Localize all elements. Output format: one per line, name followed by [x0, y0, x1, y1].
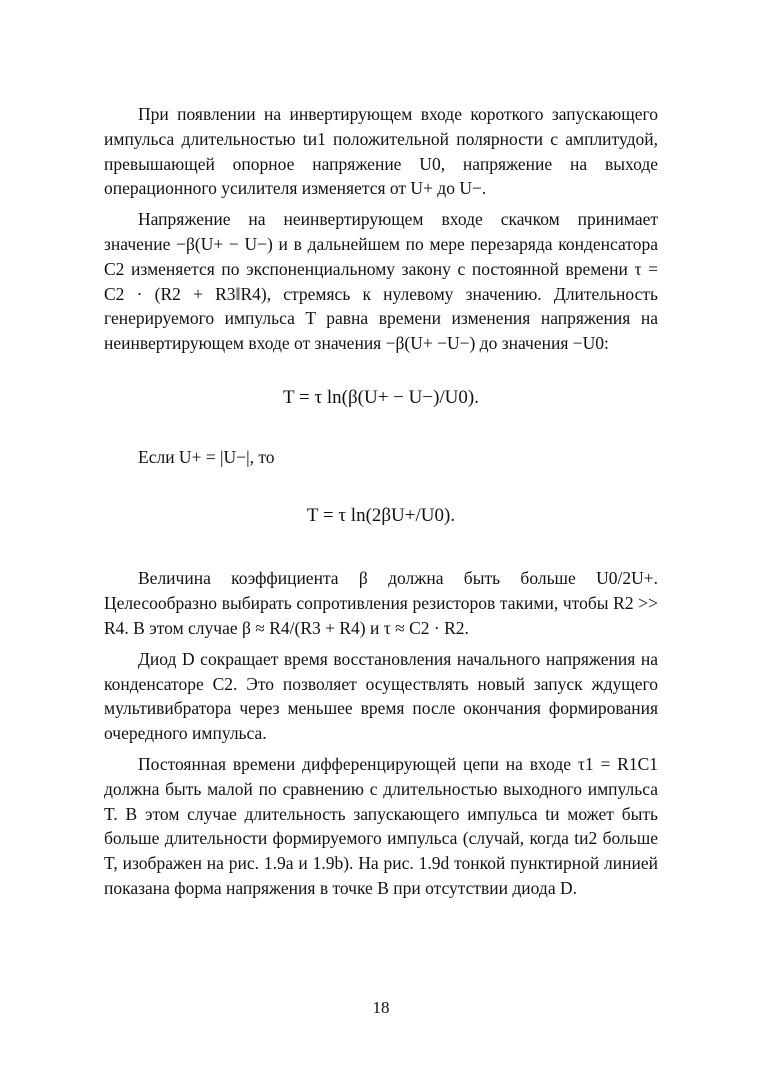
paragraph-1: При появлении на инвертирующем входе короткого запускающего импульса длительностью tи1 положительной полярности с амплитудой, превышающей опорное напряжение U0, напряжение на выходе операционного усилителя изменяется от U+ до U−. — [104, 104, 658, 199]
paragraph-3: Если U+ = |U−|, то — [138, 446, 275, 467]
paragraph-6: Постоянная времени дифференцирующей цепи на входе τ1 = R1C1 должна быть малой по сравнению с длительностью выходного импульса T. В этом случае длительность запускающего импульса tи может быть больше длительности формируемого импульса (случай, когда tи2 больше T, изображен на рис. 1.9a и 1.9b). На рис. 1.9d тонкой пунктирной линией показана форма напряжения в точке B при отсутствии диода D. — [104, 753, 658, 898]
paragraph-4: Величина коэффициента β должна быть больше U0/2U+. Целесообразно выбирать сопротивления резисторов такими, чтобы R2 >> R4. В этом случае β ≈ R4/(R3 + R4) и τ ≈ C2 · R2. — [104, 568, 658, 638]
paragraph-5: Диод D сокращает время восстановления начального напряжения на конденсаторе C2. Это позволяет осуществлять новый запуск ждущего мультивибратора через меньшее время после окончания формирования очередного импульса. — [104, 648, 658, 744]
formula-2: T = τ ln(2βU+/U0). — [306, 504, 456, 526]
paragraph-2: Напряжение на неинвертирующем входе скачком принимает значение −β(U+ − U−) и в дальнейшем по мере перезаряда конденсатора C2 изменяется по экспоненциальному закону с постоянной времени τ = C2 · (R2 + R3‖R4), стремясь к нулевому значению. Длительность генерируемого импульса T равна времени изменения напряжения на неинвертирующем входе от значения −β(U+ −U−) до значения −U0: — [104, 209, 658, 354]
body-text — [104, 102, 658, 907]
formula-1: T = τ ln(β(U+ − U−)/U0). — [283, 386, 479, 408]
page-number: 18 — [372, 998, 390, 1017]
